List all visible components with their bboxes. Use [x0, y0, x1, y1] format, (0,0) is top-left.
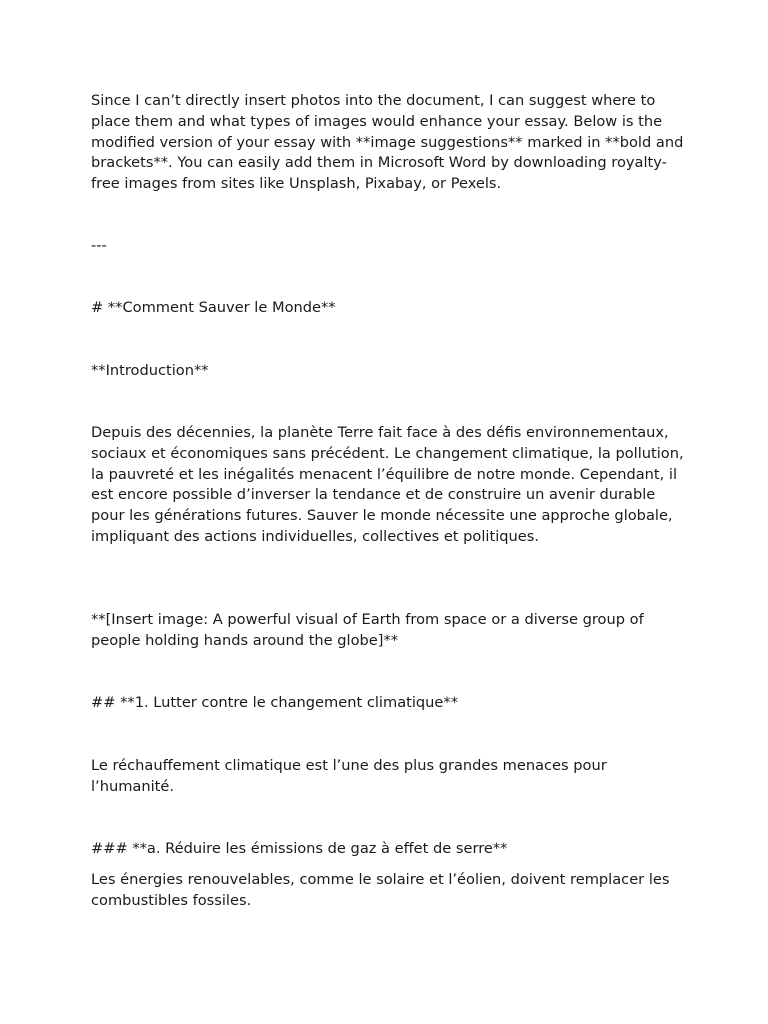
- introduction-paragraph: Depuis des décennies, la planète Terre fait face à des défis environnementaux, sociaux et économiques sans précédent. Le changement climatique, la pollution, la pauvreté et les inégalités menacent l’équilibre de notre monde. Cependant, il est encore possible d’inverser la tendance et de construire un avenir durable pour les générations futures. Sauver le monde nécessite une approche globale, impliquant des actions individuelles, collectives et politiques.: [91, 424, 684, 545]
- document-title: # **Comment Sauver le Monde**: [91, 299, 336, 316]
- separator-line: ---: [91, 237, 107, 254]
- subsection-a-paragraph: Les énergies renouvelables, comme le solaire et l’éolien, doivent remplacer les combustibles fossiles.: [91, 871, 670, 909]
- subsection-a-heading: ### **a. Réduire les émissions de gaz à effet de serre**: [91, 840, 508, 857]
- section-1-paragraph: Le réchauffement climatique est l’une des plus grandes menaces pour l’humanité.: [91, 757, 607, 795]
- introduction-heading: **Introduction**: [91, 362, 209, 379]
- intro-note-paragraph: Since I can’t directly insert photos into the document, I can suggest where to place them and what types of images would enhance your essay. Below is the modified version of your essay with **image suggestions** marked in **bold and brackets**. You can easily add them in Microsoft Word by downloading royalty-free images from sites like Unsplash, Pixabay, or Pexels.: [91, 92, 684, 193]
- section-1-heading: ## **1. Lutter contre le changement climatique**: [91, 694, 458, 711]
- image-suggestion-1: **[Insert image: A powerful visual of Earth from space or a diverse group of people holding hands around the globe]**: [91, 611, 644, 649]
